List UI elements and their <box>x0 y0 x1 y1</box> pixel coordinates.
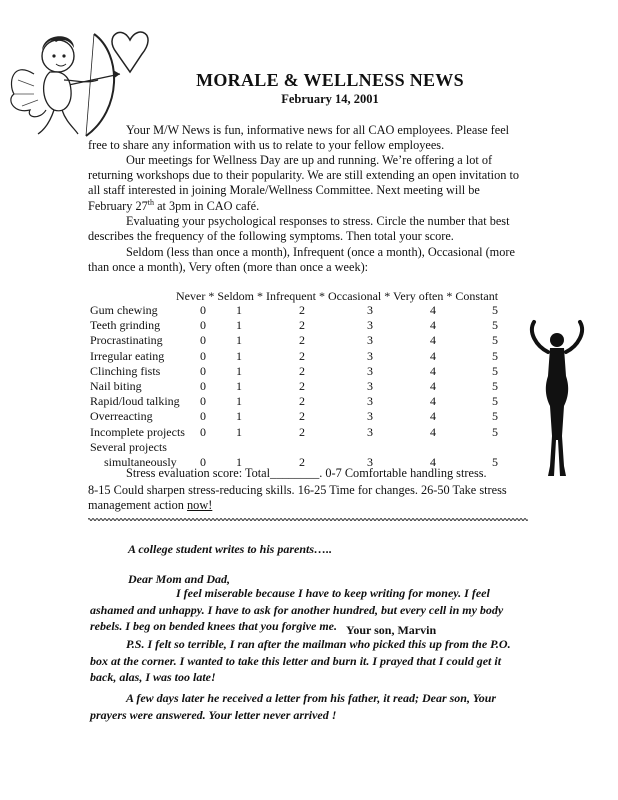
letter-intro: A college student writes to his parents….. <box>128 542 333 556</box>
stress-definitions-paragraph <box>88 245 520 275</box>
score-line-1 <box>88 466 520 481</box>
score-value: 3 <box>367 409 373 424</box>
score-line-3 <box>88 498 520 513</box>
score-value: 4 <box>430 424 436 439</box>
table-row <box>90 379 520 393</box>
score-value: 0 <box>200 454 206 469</box>
table-row <box>90 394 520 408</box>
score-value: 1 <box>236 424 242 439</box>
score-value: 5 <box>492 363 498 378</box>
symptom-label: Nail biting <box>90 379 142 393</box>
score-value: 4 <box>430 394 436 409</box>
symptom-label: Several projects <box>90 439 167 454</box>
symptom-label: Incomplete projects <box>90 424 185 439</box>
score-value: 0 <box>200 318 206 333</box>
score-value: 5 <box>492 303 498 317</box>
score-value: 5 <box>492 333 498 348</box>
score-value: 0 <box>200 303 206 317</box>
letter-ending: A few days later he received a letter from his father, it read; Dear son, Your prayers were answered. Your letter never arrived ! <box>90 691 497 722</box>
table-row <box>90 303 520 317</box>
score-value: 0 <box>200 394 206 409</box>
score-value: 3 <box>367 379 373 393</box>
score-value: 0 <box>200 379 206 393</box>
score-value: 1 <box>236 303 242 317</box>
frequency-header: Never * Seldom * Infrequent * Occasional * Very often * Constant <box>176 289 499 303</box>
intro-p2-sup: th <box>147 197 154 207</box>
score-line-3-text: management action <box>88 498 188 512</box>
score-value: 1 <box>236 348 242 363</box>
symptom-label: Clinching fists <box>90 363 161 378</box>
score-value: 2 <box>299 424 305 439</box>
intro-paragraph-1 <box>88 123 520 153</box>
score-value: 2 <box>299 454 305 469</box>
symptom-label: Procrastinating <box>90 333 163 348</box>
score-value: 2 <box>299 348 305 363</box>
score-value: 0 <box>200 348 206 363</box>
score-value: 4 <box>430 348 436 363</box>
stress-intro-paragraph <box>88 214 520 244</box>
score-value: 1 <box>236 409 242 424</box>
score-value: 4 <box>430 333 436 348</box>
score-value: 1 <box>236 363 242 378</box>
score-value: 1 <box>236 379 242 393</box>
score-value: 0 <box>200 424 206 439</box>
score-value: 1 <box>236 333 242 348</box>
score-value: 1 <box>236 318 242 333</box>
score-value: 3 <box>367 303 373 317</box>
score-value: 5 <box>492 454 498 469</box>
letter-signoff: Your son, Marvin <box>346 623 437 637</box>
score-value: 2 <box>299 318 305 333</box>
score-value: 5 <box>492 379 498 393</box>
score-value: 0 <box>200 333 206 348</box>
score-value: 4 <box>430 318 436 333</box>
table-row <box>90 409 520 423</box>
score-value: 3 <box>367 363 373 378</box>
now-underlined: now! <box>187 498 213 512</box>
score-value: 2 <box>299 363 305 378</box>
score-value: 3 <box>367 348 373 363</box>
score-value: 4 <box>430 454 436 469</box>
score-value: 4 <box>430 409 436 424</box>
table-row <box>90 364 520 378</box>
score-value: 5 <box>492 348 498 363</box>
score-line-2: 8-15 Could sharpen stress-reducing skills. 16-25 Time for changes. 26-50 Take stress <box>88 483 507 497</box>
letter-ps: P.S. I felt so terrible, I ran after the mailman who picked this up from the P.O. box at the corner. I wanted to take this letter and burn it. I prayed that I could get it back, alas, I was too late! <box>90 637 511 684</box>
intro-p2-end: at 3pm in CAO café. <box>154 198 260 213</box>
intro-paragraph-2 <box>88 153 520 214</box>
score-value: 2 <box>299 394 305 409</box>
score-value: 3 <box>367 333 373 348</box>
symptom-label: Rapid/loud talking <box>90 394 180 409</box>
score-value: 3 <box>367 454 373 469</box>
score-value: 1 <box>236 454 242 469</box>
table-row <box>90 333 520 347</box>
score-value: 2 <box>299 379 305 393</box>
score-line-1-text: Stress evaluation score: Total________. 0-7 Comfortable handling stress. <box>126 466 487 480</box>
letter-salutation: Dear Mom and Dad, <box>128 572 231 586</box>
score-value: 3 <box>367 424 373 439</box>
table-row <box>90 349 520 363</box>
score-value: 3 <box>367 394 373 409</box>
stress-p1-text: Evaluating your psychological responses to stress. Circle the number that best describes the frequency of the following symptoms. Then total your score. <box>88 214 510 244</box>
dancer-illustration <box>526 316 588 484</box>
newsletter-date: February 14, 2001 <box>281 92 379 106</box>
table-row <box>90 425 520 439</box>
score-value: 2 <box>299 303 305 317</box>
wavy-divider <box>88 517 528 522</box>
score-value: 5 <box>492 409 498 424</box>
score-value: 1 <box>236 394 242 409</box>
newsletter-title: MORALE & WELLNESS NEWS <box>196 70 464 90</box>
letter-body: I feel miserable because I have to keep writing for money. I feel ashamed and unhappy. I have to ask for another hundred, but every cell in my body rebels. I beg on bended knees that you forgive me. <box>90 586 504 633</box>
table-row <box>90 318 520 332</box>
symptom-label: Teeth grinding <box>90 318 161 333</box>
symptom-label: Irregular eating <box>90 348 165 363</box>
score-value: 0 <box>200 363 206 378</box>
symptom-label: Overreacting <box>90 409 153 424</box>
symptom-label: Gum chewing <box>90 303 158 317</box>
score-value: 4 <box>430 379 436 393</box>
score-value: 5 <box>492 318 498 333</box>
score-value: 4 <box>430 303 436 317</box>
intro-p2-text: Our meetings for Wellness Day are up and running. We’re offering a lot of returning workshops due to their popularity. We are still extending an open invitation to all staff interested in joining Morale/Wellness Committee. Next meeting will be February 27 <box>88 153 520 213</box>
score-value: 5 <box>492 394 498 409</box>
stress-p2-text: Seldom (less than once a month), Infrequent (once a month), Occasional (more than once a month), Very often (more than once a week): <box>88 245 515 275</box>
symptom-label: simultaneously <box>104 454 177 469</box>
intro-p1-text: Your M/W News is fun, informative news for all CAO employees. Please feel free to share any information with us to relate to your fellow employees. <box>88 123 510 153</box>
score-value: 0 <box>200 409 206 424</box>
score-value: 2 <box>299 409 305 424</box>
score-value: 3 <box>367 318 373 333</box>
score-value: 2 <box>299 333 305 348</box>
table-row <box>90 440 520 454</box>
score-value: 4 <box>430 363 436 378</box>
score-value: 5 <box>492 424 498 439</box>
